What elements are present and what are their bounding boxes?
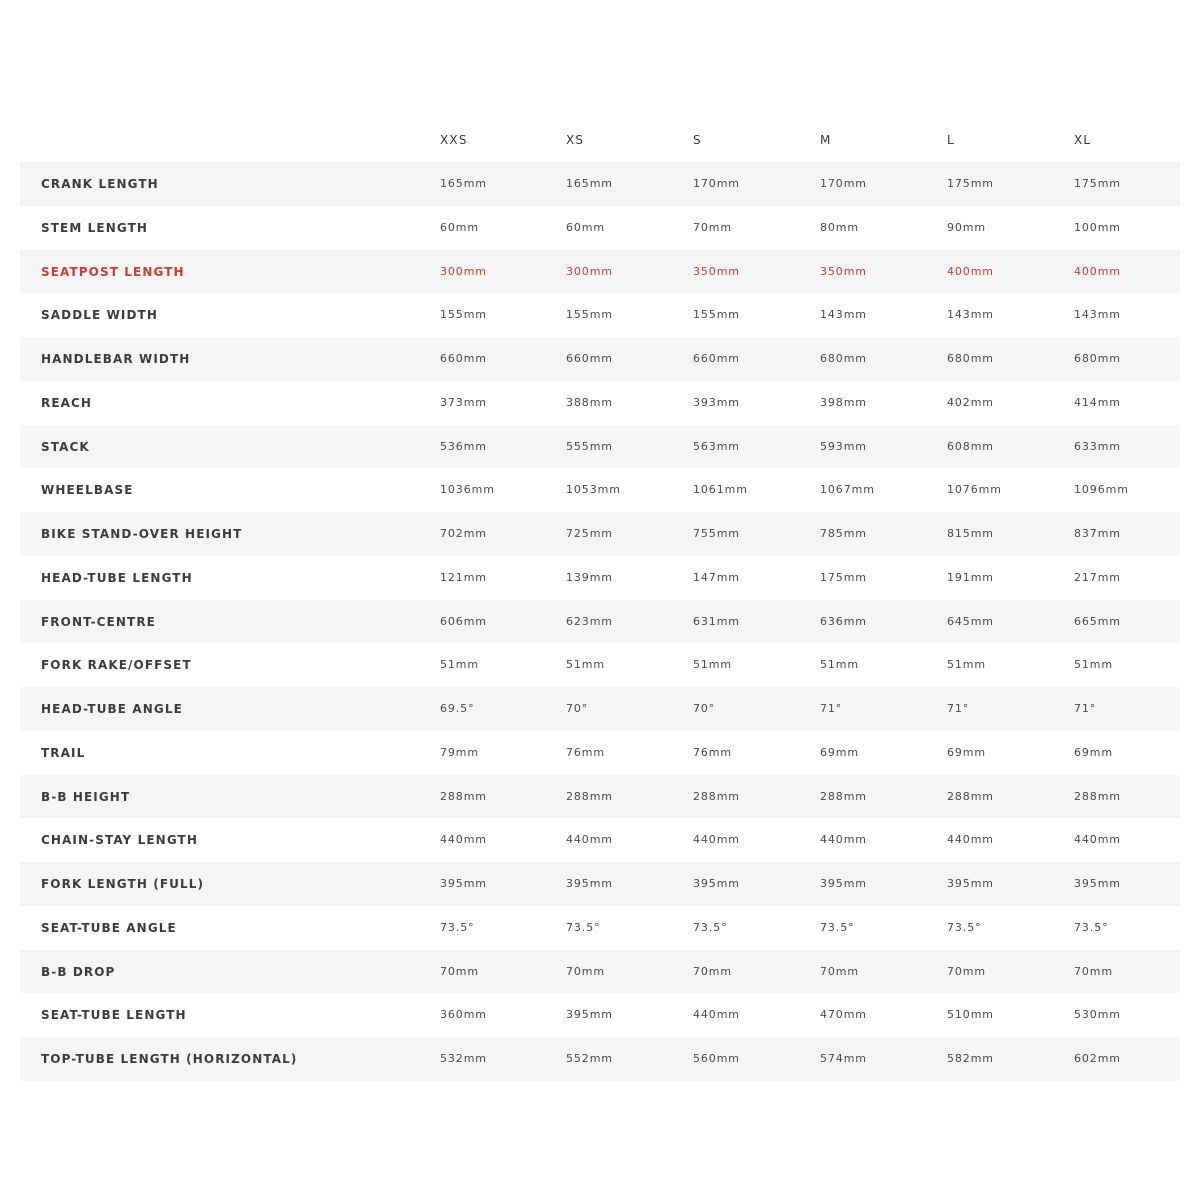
row-value-xs: 300mm	[566, 264, 613, 278]
row-value-xl: 1096mm	[1074, 483, 1129, 497]
table-row	[20, 337, 1180, 381]
row-value-xl: 530mm	[1074, 1008, 1121, 1022]
row-value-s: 440mm	[693, 833, 740, 847]
row-value-l: 90mm	[947, 220, 987, 234]
row-value-xs: 76mm	[566, 745, 606, 759]
row-value-xs: 555mm	[566, 439, 613, 453]
row-label: BIKE STAND-OVER HEIGHT	[41, 527, 243, 541]
row-value-xxs: 79mm	[440, 745, 480, 759]
row-value-xxs: 536mm	[440, 439, 487, 453]
row-label: WHEELBASE	[41, 483, 134, 498]
row-value-xxs: 360mm	[440, 1008, 487, 1022]
row-value-xl: 400mm	[1074, 264, 1121, 278]
row-value-s: 288mm	[693, 789, 740, 803]
row-value-l: 288mm	[947, 789, 994, 803]
row-value-s: 395mm	[693, 877, 740, 890]
row-value-xxs: 73.5°	[440, 920, 475, 934]
row-value-l: 582mm	[947, 1052, 994, 1065]
row-value-l: 1076mm	[947, 483, 1002, 497]
row-value-l: 645mm	[947, 614, 994, 628]
table-row	[20, 206, 1180, 250]
row-label: CRANK LENGTH	[41, 177, 159, 191]
row-value-xs: 725mm	[566, 527, 613, 540]
row-value-xs: 288mm	[566, 789, 613, 803]
table-row	[20, 862, 1180, 906]
row-value-s: 393mm	[693, 395, 740, 409]
row-value-m: 288mm	[820, 789, 867, 803]
table-row	[20, 687, 1180, 731]
row-value-xxs: 660mm	[440, 352, 487, 365]
row-value-s: 660mm	[693, 352, 740, 365]
row-value-m: 395mm	[820, 877, 867, 890]
table-row	[20, 381, 1180, 425]
row-value-xs: 660mm	[566, 352, 613, 365]
table-row	[20, 600, 1180, 644]
table-row	[20, 1037, 1180, 1081]
row-value-l: 440mm	[947, 833, 994, 847]
row-value-xl: 440mm	[1074, 833, 1121, 847]
row-label: CHAIN-STAY LENGTH	[41, 833, 198, 848]
row-value-xl: 837mm	[1074, 527, 1121, 540]
row-label: TRAIL	[41, 745, 86, 760]
row-value-xl: 633mm	[1074, 439, 1121, 453]
table-row	[20, 512, 1180, 556]
table-row	[20, 643, 1180, 687]
row-value-l: 680mm	[947, 352, 994, 365]
size-header-m: M	[820, 133, 832, 147]
row-value-xxs: 1036mm	[440, 483, 495, 497]
row-value-l: 400mm	[947, 264, 994, 278]
row-value-xs: 395mm	[566, 1008, 613, 1022]
row-value-l: 73.5°	[947, 920, 982, 934]
row-value-xs: 552mm	[566, 1052, 613, 1065]
row-value-xl: 51mm	[1074, 658, 1114, 672]
row-label: SEAT-TUBE LENGTH	[41, 1008, 187, 1023]
row-value-l: 402mm	[947, 395, 994, 409]
row-value-m: 574mm	[820, 1052, 867, 1065]
row-label: REACH	[41, 395, 93, 410]
row-value-xxs: 395mm	[440, 877, 487, 890]
row-label: B-B HEIGHT	[41, 789, 131, 804]
row-value-m: 636mm	[820, 614, 867, 628]
row-label: B-B DROP	[41, 964, 116, 979]
row-value-s: 76mm	[693, 745, 733, 759]
row-value-m: 170mm	[820, 177, 867, 190]
row-value-xs: 388mm	[566, 395, 613, 409]
row-value-m: 350mm	[820, 264, 867, 278]
row-label: HEAD-TUBE LENGTH	[41, 570, 193, 585]
row-value-xs: 51mm	[566, 658, 606, 672]
row-value-m: 785mm	[820, 527, 867, 540]
row-label: SEAT-TUBE ANGLE	[41, 920, 177, 935]
row-value-m: 398mm	[820, 395, 867, 409]
table-row	[20, 731, 1180, 775]
row-value-s: 350mm	[693, 264, 740, 278]
row-value-xxs: 155mm	[440, 308, 487, 322]
row-value-s: 631mm	[693, 614, 740, 628]
row-value-xxs: 532mm	[440, 1052, 487, 1065]
row-value-xl: 143mm	[1074, 308, 1121, 322]
row-value-m: 680mm	[820, 352, 867, 365]
row-value-s: 560mm	[693, 1052, 740, 1065]
row-value-s: 70mm	[693, 964, 733, 978]
row-value-xxs: 373mm	[440, 395, 487, 409]
row-value-xxs: 69.5°	[440, 702, 475, 715]
row-value-xxs: 440mm	[440, 833, 487, 847]
size-header-xxs: XXS	[440, 133, 468, 147]
row-value-xs: 70mm	[566, 964, 606, 978]
row-value-l: 608mm	[947, 439, 994, 453]
row-value-xxs: 606mm	[440, 614, 487, 628]
row-value-xxs: 70mm	[440, 964, 480, 978]
row-value-xl: 665mm	[1074, 614, 1121, 628]
row-label: SEATPOST LENGTH	[41, 264, 185, 279]
row-value-xl: 69mm	[1074, 745, 1114, 759]
geometry-rows	[20, 162, 1180, 1081]
row-value-xl: 70mm	[1074, 964, 1114, 978]
row-value-xxs: 300mm	[440, 264, 487, 278]
row-value-xs: 70°	[566, 702, 589, 715]
row-value-l: 70mm	[947, 964, 987, 978]
row-value-s: 1061mm	[693, 483, 748, 497]
row-value-xl: 395mm	[1074, 877, 1121, 890]
row-value-xl: 100mm	[1074, 220, 1121, 234]
table-row	[20, 950, 1180, 994]
row-value-m: 143mm	[820, 308, 867, 322]
table-row	[20, 162, 1180, 206]
table-row	[20, 468, 1180, 512]
row-value-xl: 71°	[1074, 702, 1097, 715]
row-value-xs: 165mm	[566, 177, 613, 190]
row-value-xl: 602mm	[1074, 1052, 1121, 1065]
table-row	[20, 250, 1180, 294]
row-value-xxs: 702mm	[440, 527, 487, 540]
row-value-m: 593mm	[820, 439, 867, 453]
row-value-m: 80mm	[820, 220, 860, 234]
row-value-xxs: 60mm	[440, 220, 480, 234]
row-label: HANDLEBAR WIDTH	[41, 352, 191, 366]
row-value-s: 51mm	[693, 658, 733, 672]
row-value-xs: 73.5°	[566, 920, 601, 934]
row-value-s: 440mm	[693, 1008, 740, 1022]
size-header-xl: XL	[1074, 133, 1092, 147]
table-row	[20, 906, 1180, 950]
geometry-table	[20, 118, 1180, 1081]
row-value-xs: 440mm	[566, 833, 613, 847]
row-value-xl: 414mm	[1074, 395, 1121, 409]
row-value-xs: 155mm	[566, 308, 613, 322]
row-value-m: 470mm	[820, 1008, 867, 1022]
row-value-m: 1067mm	[820, 483, 875, 497]
table-row	[20, 556, 1180, 600]
size-header-xs: XS	[566, 133, 585, 147]
row-value-l: 395mm	[947, 877, 994, 890]
row-value-xs: 395mm	[566, 877, 613, 890]
row-value-xxs: 288mm	[440, 789, 487, 803]
row-value-l: 69mm	[947, 745, 987, 759]
row-value-xxs: 121mm	[440, 570, 487, 584]
row-value-s: 73.5°	[693, 920, 728, 934]
row-value-s: 70mm	[693, 220, 733, 234]
row-value-m: 51mm	[820, 658, 860, 672]
row-label: STEM LENGTH	[41, 220, 148, 235]
row-label: FORK LENGTH (FULL)	[41, 877, 205, 891]
row-value-s: 563mm	[693, 439, 740, 453]
row-label: STACK	[41, 439, 90, 454]
row-value-l: 143mm	[947, 308, 994, 322]
row-label: FORK RAKE/OFFSET	[41, 658, 192, 673]
row-value-s: 147mm	[693, 570, 740, 584]
row-value-xs: 139mm	[566, 570, 613, 584]
row-value-s: 70°	[693, 702, 716, 715]
row-value-s: 170mm	[693, 177, 740, 190]
row-value-xs: 60mm	[566, 220, 606, 234]
row-value-s: 755mm	[693, 527, 740, 540]
row-label: FRONT-CENTRE	[41, 614, 156, 629]
row-value-m: 69mm	[820, 745, 860, 759]
row-value-l: 51mm	[947, 658, 987, 672]
row-value-xs: 623mm	[566, 614, 613, 628]
table-row	[20, 993, 1180, 1037]
row-value-xl: 73.5°	[1074, 920, 1109, 934]
size-header-row	[20, 118, 1180, 162]
row-value-m: 70mm	[820, 964, 860, 978]
row-value-xl: 217mm	[1074, 570, 1121, 584]
row-value-m: 71°	[820, 702, 843, 715]
row-value-m: 440mm	[820, 833, 867, 847]
row-value-xxs: 51mm	[440, 658, 480, 672]
table-row	[20, 818, 1180, 862]
row-value-xl: 288mm	[1074, 789, 1121, 803]
size-header-s: S	[693, 133, 702, 147]
row-value-l: 815mm	[947, 527, 994, 540]
table-row	[20, 775, 1180, 819]
row-label: TOP-TUBE LENGTH (HORIZONTAL)	[41, 1052, 298, 1066]
row-value-s: 155mm	[693, 308, 740, 322]
table-row	[20, 293, 1180, 337]
table-row	[20, 425, 1180, 469]
row-value-l: 175mm	[947, 177, 994, 190]
row-value-l: 191mm	[947, 570, 994, 584]
row-value-xs: 1053mm	[566, 483, 621, 497]
row-label: HEAD-TUBE ANGLE	[41, 702, 183, 716]
row-value-l: 510mm	[947, 1008, 994, 1022]
row-value-l: 71°	[947, 702, 970, 715]
size-header-l: L	[947, 133, 955, 147]
row-value-m: 175mm	[820, 570, 867, 584]
row-value-xxs: 165mm	[440, 177, 487, 190]
row-value-xl: 680mm	[1074, 352, 1121, 365]
row-label: SADDLE WIDTH	[41, 308, 158, 323]
row-value-m: 73.5°	[820, 920, 855, 934]
row-value-xl: 175mm	[1074, 177, 1121, 190]
